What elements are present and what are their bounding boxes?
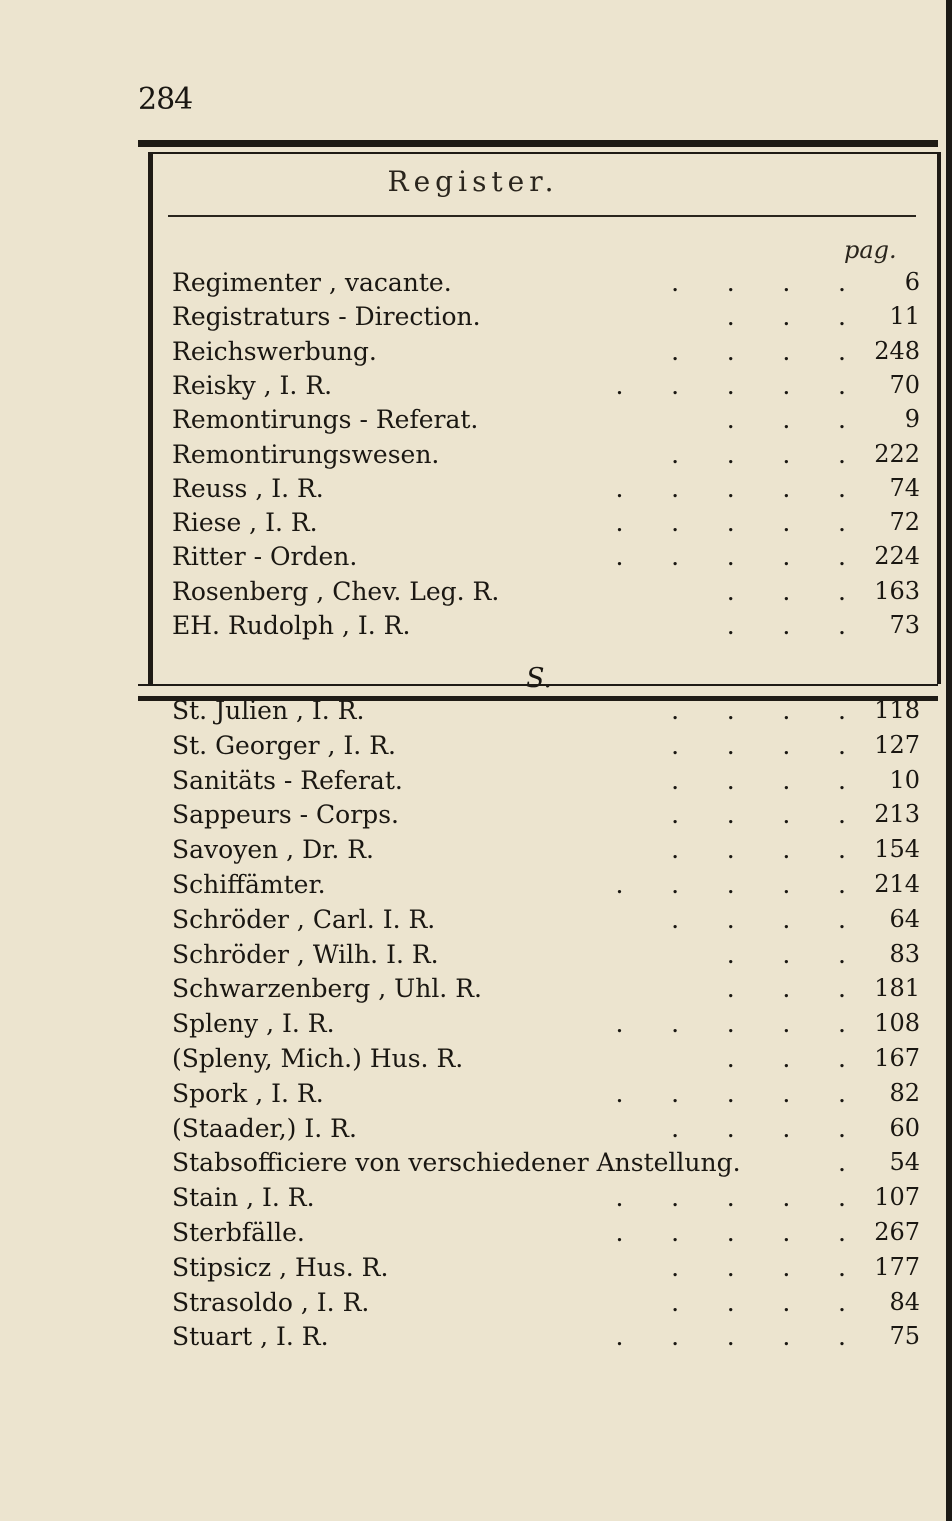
register-entry (172, 1009, 920, 1043)
entry-name: Regimenter , vacante. (172, 268, 452, 297)
leader-dots: . . . (726, 939, 846, 969)
entry-page: 118 (874, 696, 920, 724)
entry-name: Reisky , I. R. (172, 370, 333, 400)
register-entry (172, 1148, 920, 1182)
entry-name: Stuart , I. R. (172, 1322, 329, 1352)
entry-name: St. Julien , I. R. (172, 696, 365, 725)
register-entry (172, 542, 920, 576)
leader-dots: . . . . (671, 1287, 846, 1317)
register-entry (172, 800, 920, 834)
bottom-rule (138, 684, 938, 701)
register-entry (172, 1253, 920, 1287)
top-rule (138, 140, 938, 147)
leader-dots: . . . . (671, 765, 846, 795)
entry-name: Schiffämter. (172, 870, 326, 899)
entry-page: 70 (889, 370, 920, 399)
entry-page: 9 (904, 405, 920, 434)
entry-name: Sanitäts - Referat. (172, 765, 403, 795)
entry-name: Remontirungswesen. (172, 439, 440, 469)
entry-page: 60 (889, 1113, 920, 1142)
entry-name: (Spleny, Mich.) Hus. R. (172, 1044, 464, 1073)
entry-page: 267 (874, 1218, 920, 1246)
entry-name: Ritter - Orden. (172, 542, 358, 572)
register-entry (172, 1114, 920, 1148)
entry-name: Sterbfälle. (172, 1218, 305, 1247)
register-entry (172, 474, 920, 508)
register-entry (172, 405, 920, 439)
entry-page: 54 (889, 1148, 920, 1177)
register-entry (172, 1322, 920, 1356)
entry-name: Stain , I. R. (172, 1183, 315, 1213)
entry-name: EH. Rudolph , I. R. (172, 611, 411, 640)
register-entry (172, 508, 920, 542)
leader-dots: . . . . . (615, 542, 846, 572)
leader-dots: . . . . . (615, 870, 846, 899)
entry-name: Reichswerbung. (172, 336, 377, 366)
entry-name: Stabsofficiere von verschiedener Anstellung. (172, 1148, 741, 1178)
page-column-label: pag. (844, 236, 897, 264)
entry-name: Strasoldo , I. R. (172, 1287, 370, 1317)
leader-dots: . . . . . (615, 1183, 846, 1213)
register-entry (172, 371, 920, 405)
entry-name: Schröder , Carl. I. R. (172, 904, 436, 934)
entry-name: Stipsicz , Hus. R. (172, 1252, 389, 1282)
leader-dots: . . . . . (615, 1009, 846, 1039)
register-entry (172, 905, 920, 939)
register-entry (172, 1079, 920, 1113)
entry-name: (Staader,) I. R. (172, 1113, 357, 1143)
entry-page: 154 (874, 835, 920, 864)
entry-name: Savoyen , Dr. R. (172, 835, 374, 865)
entry-name: Rosenberg , Chev. Leg. R. (172, 576, 500, 606)
leader-dots: . . . . . (615, 370, 846, 400)
entry-page: 163 (874, 576, 920, 605)
entry-name: Sappeurs - Corps. (172, 800, 399, 830)
leader-dots: . . . . . (615, 473, 846, 503)
entry-page: 84 (889, 1287, 920, 1316)
leader-dots: . . . . (671, 696, 846, 725)
leader-dots: . (838, 1148, 846, 1178)
section-letter-s: S. (526, 663, 553, 694)
register-entry (172, 974, 920, 1008)
register-heading: Register. (387, 165, 559, 198)
entry-page: 6 (904, 268, 920, 296)
entry-page: 72 (889, 508, 920, 537)
entry-page: 222 (874, 439, 920, 468)
entry-page: 214 (874, 870, 920, 898)
entry-page: 11 (889, 302, 920, 331)
leader-dots: . . . . . (615, 1322, 846, 1352)
leader-dots: . . . (726, 405, 846, 435)
leader-dots: . . . . (671, 730, 846, 760)
leader-dots: . . . . (671, 904, 846, 934)
entry-page: 73 (889, 611, 920, 639)
register-entry (172, 611, 920, 645)
entry-page: 108 (874, 1009, 920, 1038)
entry-page: 181 (874, 974, 920, 1003)
heading-rule (168, 215, 916, 217)
register-entry (172, 940, 920, 974)
entry-page: 74 (889, 473, 920, 502)
register-entry (172, 1218, 920, 1252)
leader-dots: . . . . (671, 336, 846, 366)
entry-name: Spleny , I. R. (172, 1009, 335, 1039)
leader-dots: . . . . (671, 439, 846, 469)
leader-dots: . . . . . (615, 508, 846, 538)
register-entry (172, 1183, 920, 1217)
entry-page: 213 (874, 800, 920, 829)
entry-page: 167 (874, 1044, 920, 1072)
entry-page: 83 (889, 939, 920, 968)
leader-dots: . . . . (671, 835, 846, 865)
entry-name: Spork , I. R. (172, 1078, 324, 1108)
register-entry (172, 696, 920, 730)
register-entry (172, 440, 920, 474)
leader-dots: . . . (726, 302, 846, 332)
entry-name: Schwarzenberg , Uhl. R. (172, 974, 482, 1004)
register-entry (172, 268, 920, 302)
entry-page: 127 (874, 730, 920, 759)
entry-name: Reuss , I. R. (172, 473, 324, 503)
leader-dots: . . . (726, 974, 846, 1004)
register-entry (172, 766, 920, 800)
leader-dots: . . . . . (615, 1078, 846, 1108)
entry-name: Remontirungs - Referat. (172, 405, 479, 435)
entry-name: Schröder , Wilh. I. R. (172, 939, 439, 969)
leader-dots: . . . . (671, 1252, 846, 1282)
entry-page: 248 (874, 336, 920, 365)
register-entry (172, 1288, 920, 1322)
leader-dots: . . . . . (615, 1218, 846, 1247)
leader-dots: . . . . (671, 1113, 846, 1143)
entry-page: 82 (889, 1078, 920, 1107)
page-number: 284 (138, 82, 193, 117)
register-entry (172, 870, 920, 904)
entry-name: St. Georger , I. R. (172, 730, 396, 760)
register-entry (172, 835, 920, 869)
leader-dots: . . . . (671, 800, 846, 830)
entry-page: 107 (874, 1183, 920, 1212)
entry-page: 10 (889, 765, 920, 794)
register-entry (172, 1044, 920, 1078)
leader-dots: . . . (726, 1044, 846, 1073)
entry-page: 75 (889, 1322, 920, 1351)
register-entry (172, 302, 920, 336)
entry-name: Registraturs - Direction. (172, 302, 481, 332)
entry-page: 64 (889, 904, 920, 933)
leader-dots: . . . (726, 611, 846, 640)
register-entry (172, 337, 920, 371)
entry-name: Riese , I. R. (172, 508, 318, 538)
leader-dots: . . . (726, 576, 846, 606)
register-entry (172, 577, 920, 611)
entry-page: 177 (874, 1252, 920, 1281)
leader-dots: . . . . (671, 268, 846, 297)
register-entry (172, 731, 920, 765)
entry-page: 224 (874, 542, 920, 571)
